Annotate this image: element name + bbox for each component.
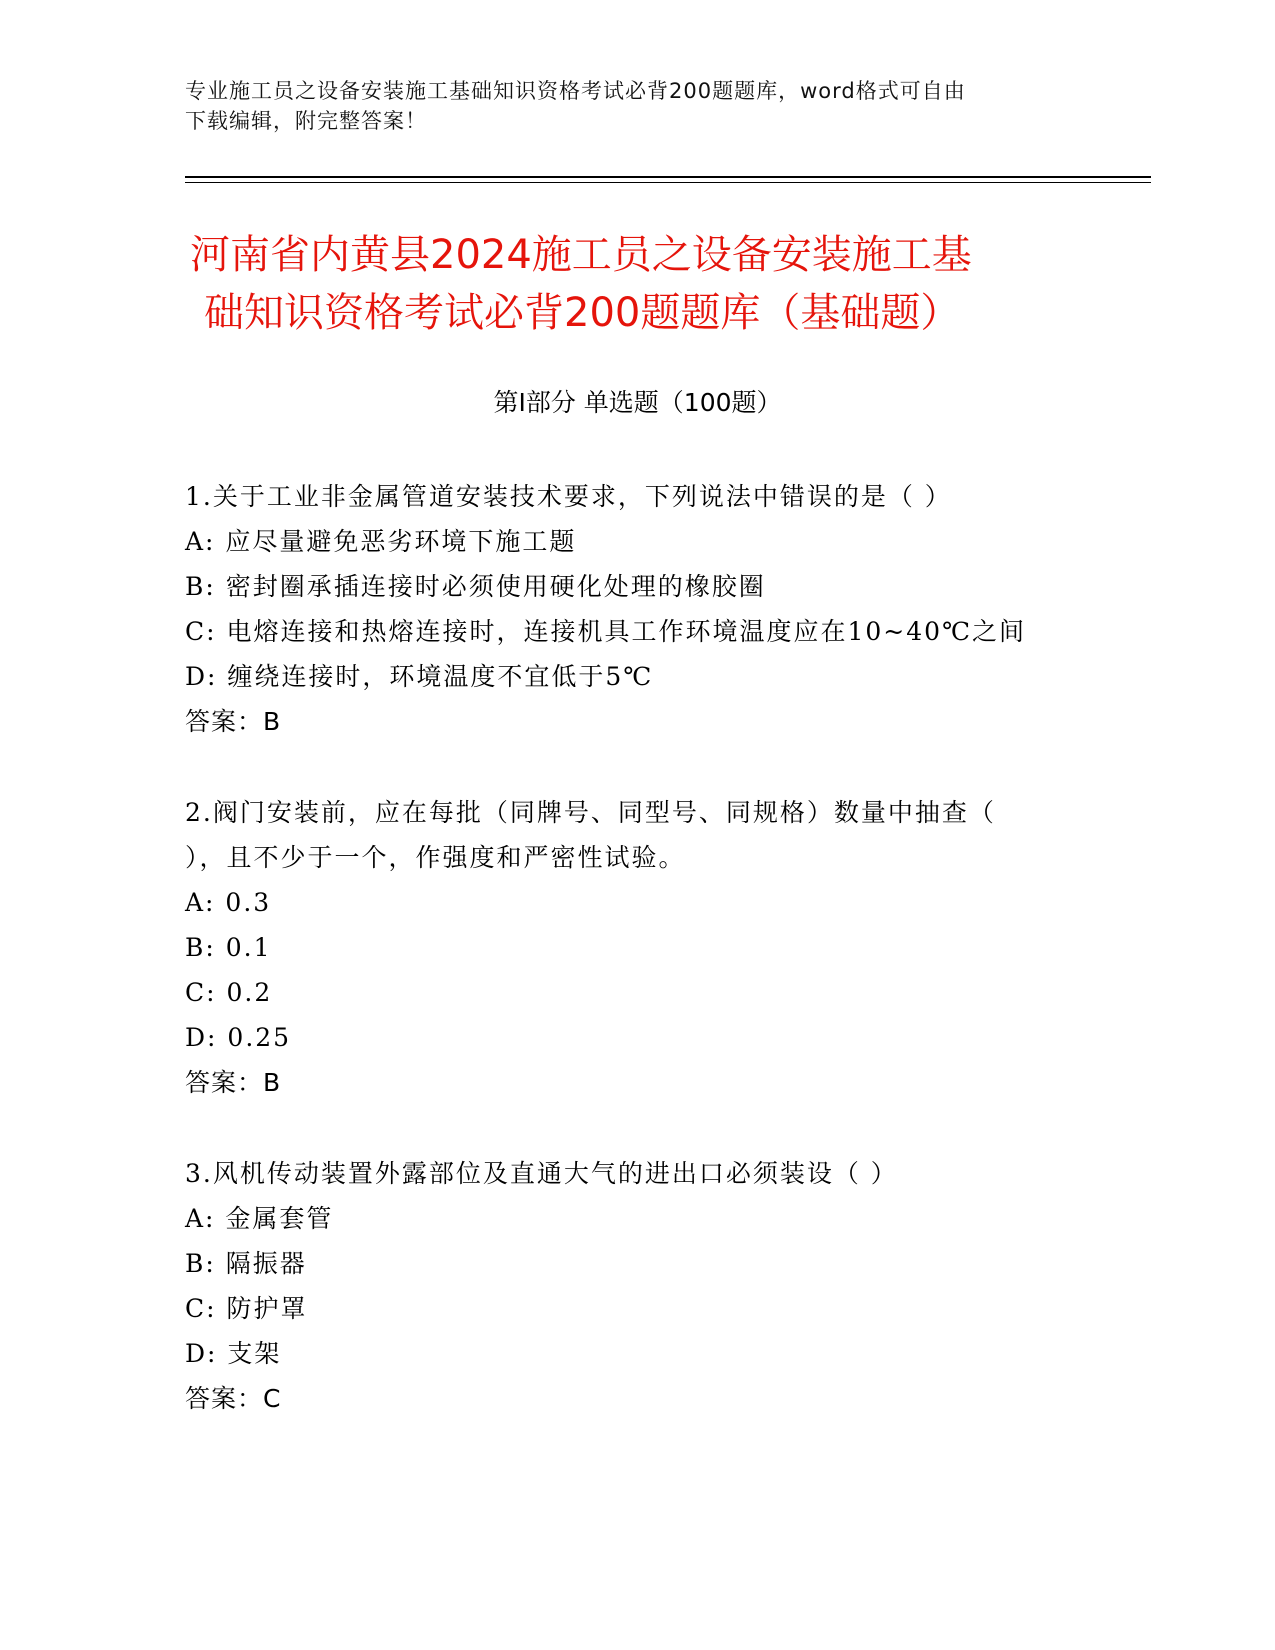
section-title: 第Ⅰ部分 单选题（100题）	[493, 388, 782, 417]
option-d: D: 支架	[185, 1339, 282, 1368]
header-note-line-1: 专业施工员之设备安装施工基础知识资格考试必背200题题库，word格式可自由	[185, 79, 966, 103]
document-title-line-1: 河南省内黄县2024施工员之设备安装施工基	[190, 232, 972, 278]
answer: 答案：B	[185, 707, 282, 736]
document-title-line-2: 础知识资格考试必背200题题库（基础题）	[204, 290, 961, 336]
option-b: B: 隔振器	[185, 1249, 307, 1278]
option-c: C: 0.2	[185, 978, 273, 1007]
answer: 答案：B	[185, 1068, 282, 1097]
document-title	[190, 226, 1090, 342]
question-list	[185, 474, 1085, 1421]
question-stem: 3.风机传动装置外露部位及直通大气的进出口必须装设（ ）	[185, 1159, 898, 1188]
header-divider-thick	[185, 176, 1151, 178]
option-c: C: 电熔连接和热熔连接时，连接机具工作环境温度应在10~40℃之间	[185, 617, 1027, 646]
header-divider-thin	[185, 182, 1151, 183]
question-2	[185, 790, 1085, 1105]
option-a: A: 金属套管	[185, 1204, 334, 1233]
option-b: B: 密封圈承插连接时必须使用硬化处理的橡胶圈	[185, 572, 766, 601]
question-stem: 1.关于工业非金属管道安装技术要求，下列说法中错误的是（ ）	[185, 482, 952, 511]
answer: 答案：C	[185, 1384, 282, 1413]
question-1	[185, 474, 1085, 744]
option-b: B: 0.1	[185, 933, 272, 962]
question-3	[185, 1151, 1085, 1421]
option-a: A: 0.3	[185, 888, 272, 917]
header-note	[185, 76, 1065, 136]
option-d: D: 0.25	[185, 1023, 292, 1052]
header-note-line-2: 下载编辑，附完整答案！	[185, 109, 427, 133]
option-a: A: 应尽量避免恶劣环境下施工题	[185, 527, 577, 556]
question-stem: 2.阀门安装前，应在每批（同牌号、同型号、同规格）数量中抽查（	[185, 798, 996, 827]
question-stem-continued: ），且不少于一个，作强度和严密性试验。	[185, 843, 686, 872]
option-d: D: 缠绕连接时，环境温度不宜低于5℃	[185, 662, 654, 691]
option-c: C: 防护罩	[185, 1294, 308, 1323]
